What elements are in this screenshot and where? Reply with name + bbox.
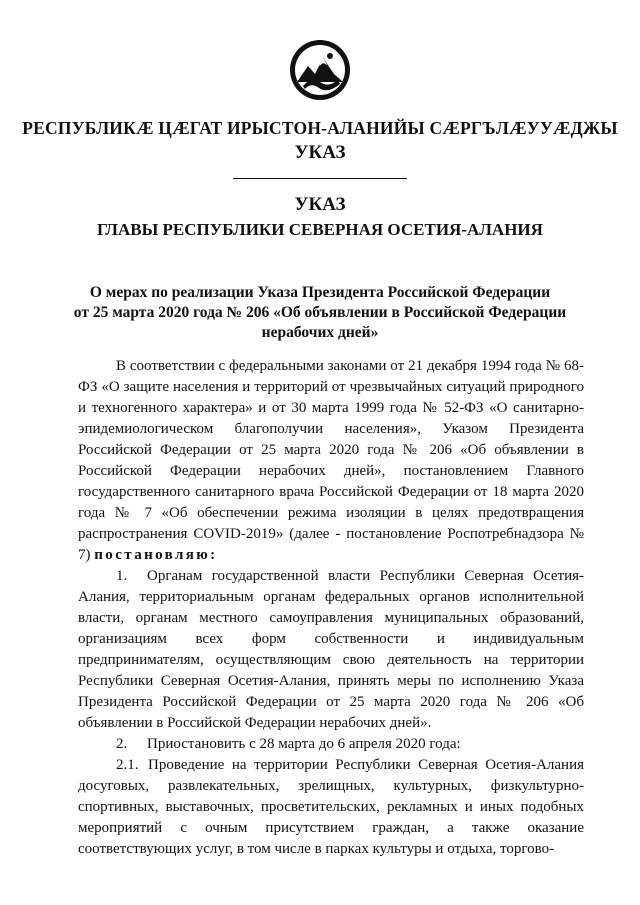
item-text: Проведение на территории Республики Северная Осетия-Алания досуговых, развлекательных, зрелищных, культурных, физкультурно-спортивных, выставочных, просветительских, рекламных и иных подобных мероприятий с очным присутствием граждан, а также оказание соответствующих услуг, в том числе в парках культуры и отдыха, торгово- (78, 757, 584, 857)
preamble-paragraph (78, 356, 584, 566)
divider-line (233, 178, 407, 179)
russian-heading: ГЛАВЫ РЕСПУБЛИКИ СЕВЕРНАЯ ОСЕТИЯ-АЛАНИЯ (97, 220, 543, 239)
decree-title (0, 283, 640, 343)
item-number: 1. (116, 568, 128, 584)
decree-body (78, 356, 584, 860)
decree-title-line: О мерах по реализации Указа Президента Российской Федерации (89, 284, 551, 301)
item-number: 2. (116, 736, 128, 752)
decree-title-line: нерабочих дней» (261, 324, 379, 341)
preamble-text: В соответствии с федеральными законами от 21 декабря 1994 года № 68-ФЗ «О защите населения и территорий от чрезвычайных ситуаций природного и техногенного характера» и от 30 марта 1999 года № 52-ФЗ «О санитарно- эпидемиологическом благополучии населения», Указом Президента Российской Федерации от 25 марта 2020 года № 206 «Об объявлении в Российской Федерации нерабочих дней», постановлением Главного государственного санитарного врача Российской Федерации от 18 марта 2020 года № 7 «Об обеспечении режима изоляции в целях предотвращения распространения COVID-2019» (далее - постановление Роспотребнадзора № 7) (78, 358, 584, 563)
coat-of-arms-emblem-icon (288, 38, 352, 102)
item-text: Приостановить с 28 марта до 6 апреля 2020 года: (147, 736, 461, 752)
russian-ukaz-label: УКАЗ (294, 194, 346, 215)
item-2-1 (78, 755, 584, 860)
item-1 (78, 566, 584, 734)
ossetian-heading: РЕСПУБЛИКÆ ЦÆГАТ ИРЫСТОН-АЛАНИЙЫ СÆРГЪЛÆУУÆДЖЫ (22, 118, 618, 138)
item-text: Органам государственной власти Республики Северная Осетия-Алания, территориальным органам федеральных органов исполнительной власти, органам местного самоуправления муниципальных образований, организациям всех форм собственности и индивидуальным предпринимателям, осуществляющим свою деятельность на территории Республики Северная Осетия-Алания, принять меры по исполнению Указа Президента Российской Федерации от 25 марта 2020 года № 206 «Об объявлении в Российской Федерации нерабочих дней». (78, 568, 584, 731)
item-2 (78, 734, 584, 755)
ossetian-ukaz-label: УКАЗ (294, 142, 346, 163)
decree-keyword: постановляю: (94, 547, 218, 563)
item-number: 2.1. (116, 757, 139, 773)
decree-title-line: от 25 марта 2020 года № 206 «Об объявлении в Российской Федерации (73, 304, 567, 321)
